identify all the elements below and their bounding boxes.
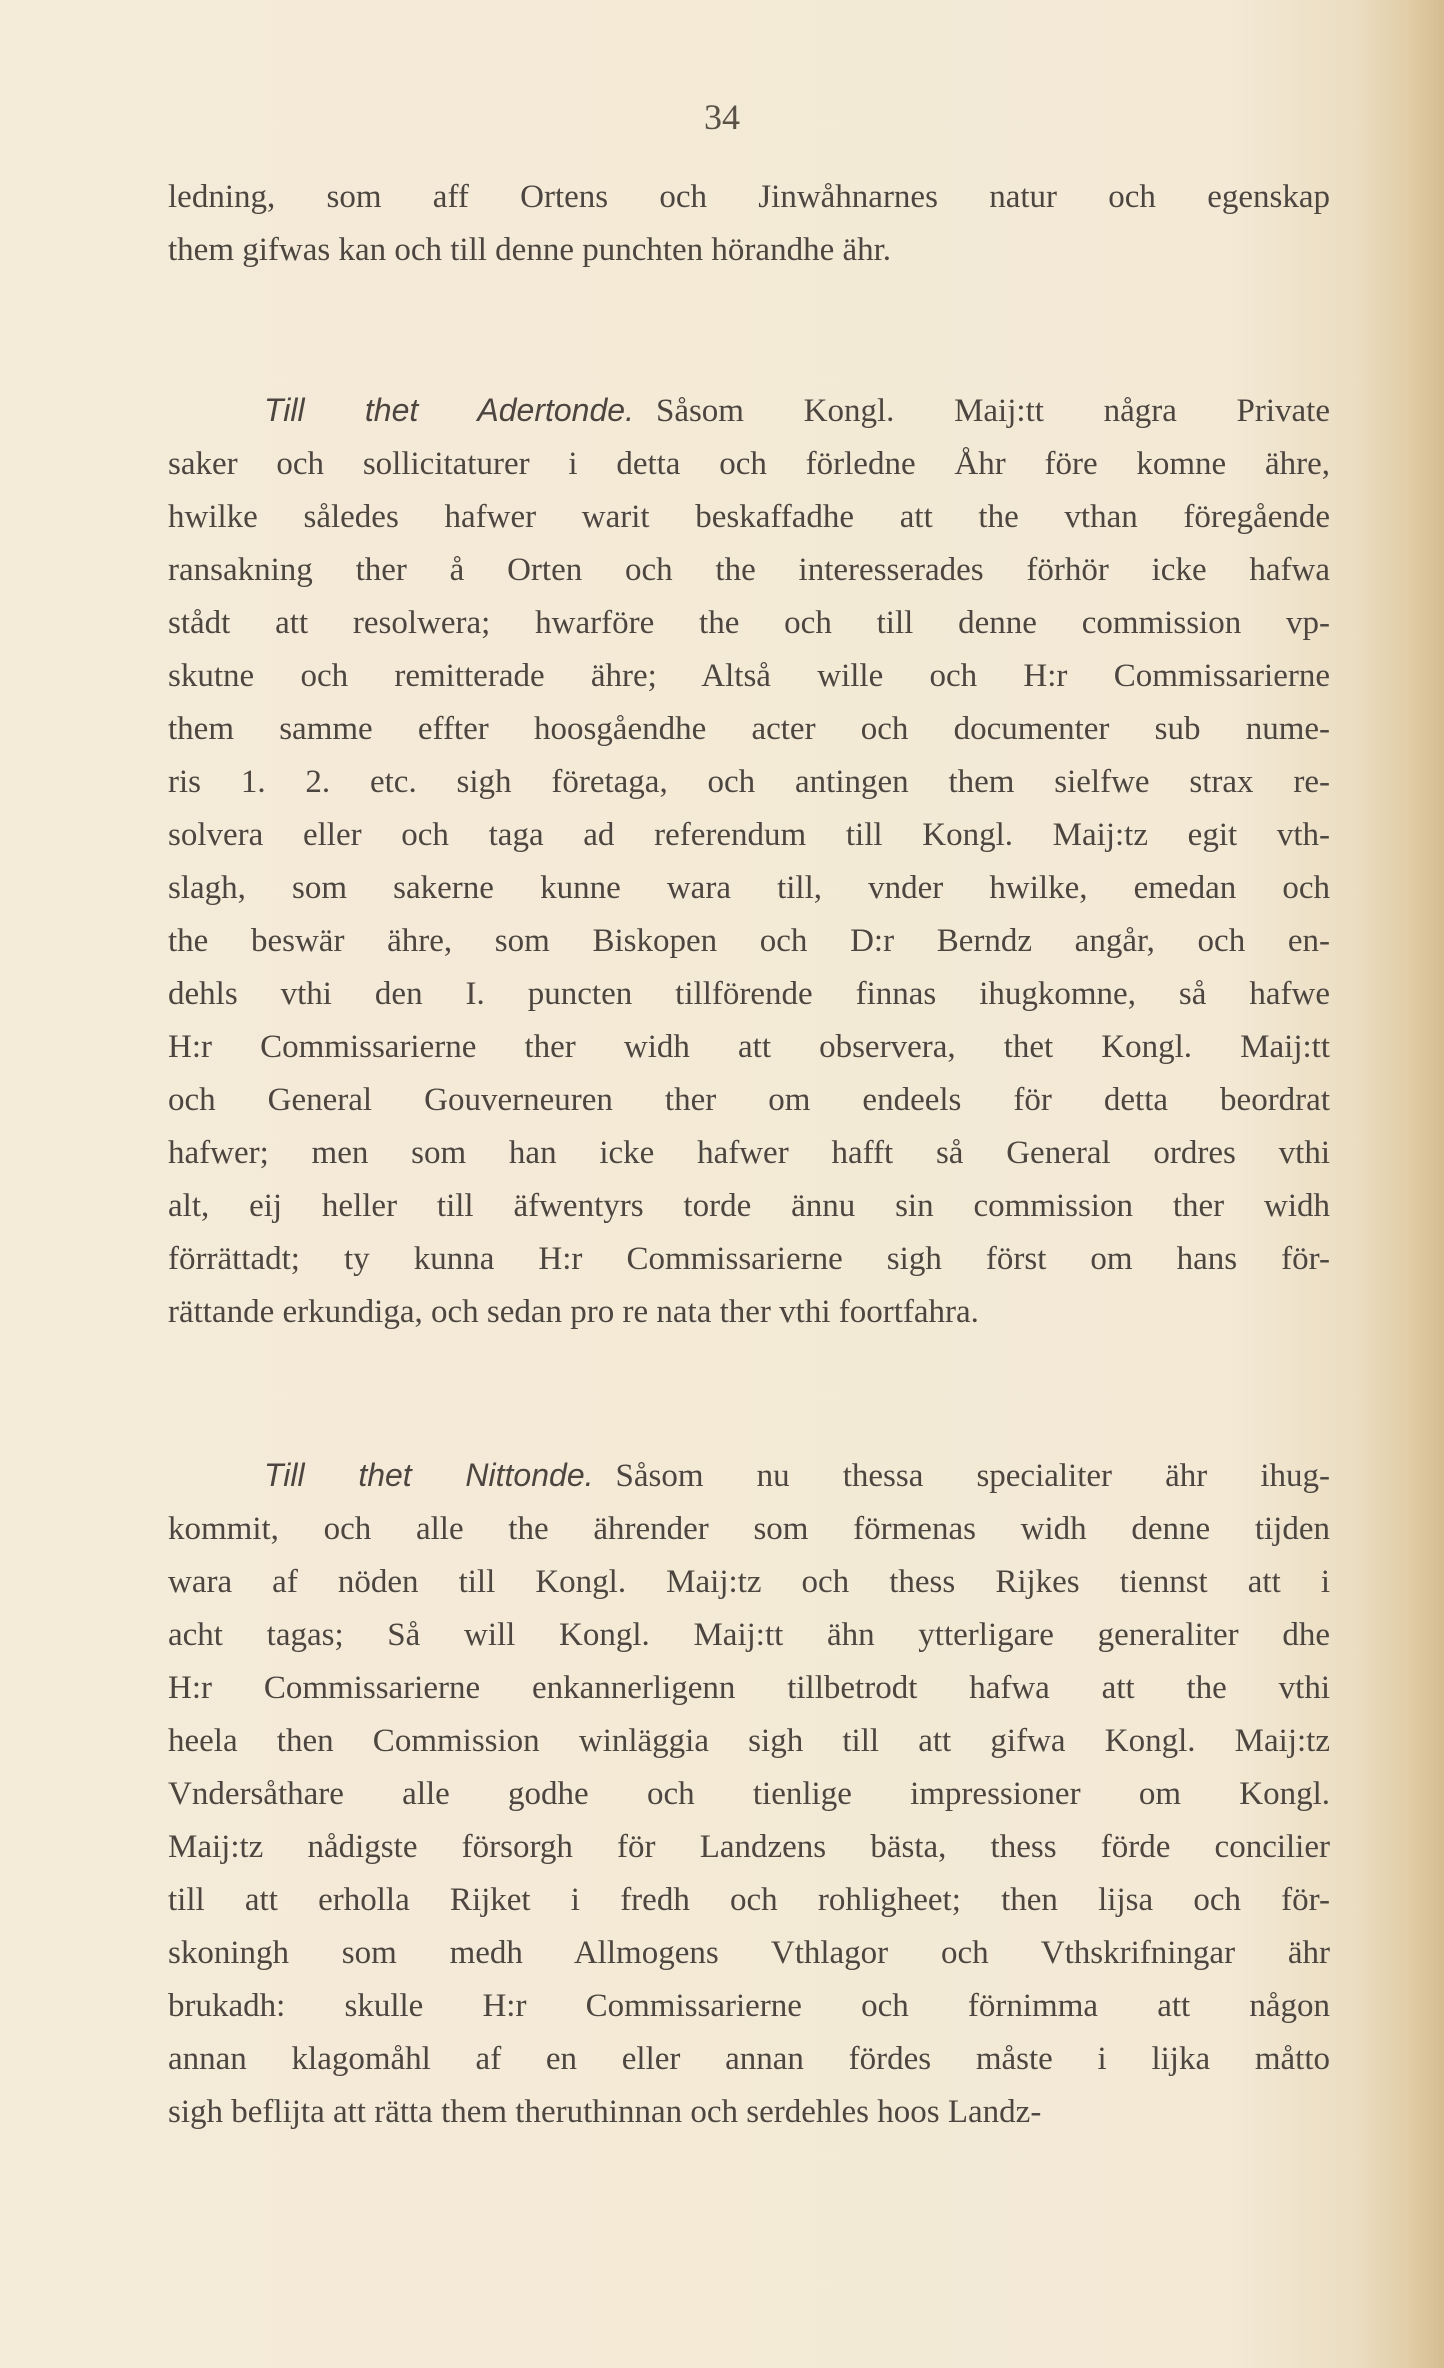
text-line [168,384,1330,438]
text-line: skutne och remitterade ähre; Altså wille och H:r Commissarierne [168,658,1330,694]
text-line: skoningh som medh Allmogens Vthlagor och Vthskrifningar ähr [168,1935,1330,1971]
text-line: Vndersåthare alle godhe och tienlige impressioner om Kongl. [168,1776,1330,1812]
text-line: H:r Commissarierne ther widh att observera, thet Kongl. Maij:tt [168,1029,1330,1065]
text-line: förrättadt; ty kunna H:r Commissarierne sigh först om hans för- [168,1241,1330,1277]
text-line-start: Såsom nu thessa specialiter ähr ihug- [615,1458,1331,1494]
article-heading: Till thet Nittonde. [264,1457,594,1493]
text-line: stådt att resolwera; hwarföre the och till denne commission vp- [168,605,1330,641]
text-line: kommit, och alle the ährender som förmenas widh denne tijden [168,1511,1330,1547]
text-line: ransakning ther å Orten och the interesserades förhör icke hafwa [168,552,1330,588]
text-line: saker och sollicitaturer i detta och förledne Åhr före komne ähre, [168,446,1330,482]
text-line: acht tagas; Så will Kongl. Maij:tt ähn ytterligare generaliter dhe [168,1617,1330,1653]
text-line: hafwer; men som han icke hafwer hafft så General ordres vthi [168,1135,1330,1171]
text-line [168,1449,1330,1503]
text-line: them samme effter hoosgåendhe acter och documenter sub nume- [168,711,1330,747]
text-line: them gifwas kan och till denne punchten hörandhe ähr. [168,232,892,268]
text-line: dehls vthi den I. puncten tillförende finnas ihugkomne, så hafwe [168,976,1330,1012]
paragraph-article-18 [168,384,1330,1339]
paragraph-article-19 [168,1449,1330,2139]
text-line: sigh beflijta att rätta them theruthinnan och serdehles hoos Landz- [168,2094,1042,2130]
page-number: 34 [704,97,740,137]
text-line-start: Såsom Kongl. Maij:tt några Private [655,393,1330,429]
text-line: rättande erkundiga, och sedan pro re nata ther vthi foortfahra. [168,1294,979,1330]
page-edge-stain [1354,0,1444,2368]
text-line: till att erholla Rijket i fredh och rohligheet; then lijsa och för- [168,1882,1330,1918]
text-line: ris 1. 2. etc. sigh företaga, och antingen them sielfwe strax re- [168,764,1330,800]
text-line: Maij:tz nådigste försorgh för Landzens bästa, thess förde concilier [168,1829,1330,1865]
text-line: solvera eller och taga ad referendum till Kongl. Maij:tz egit vth- [168,817,1330,853]
text-line: heela then Commission winläggia sigh till att gifwa Kongl. Maij:tz [168,1723,1330,1759]
text-line: annan klagomåhl af en eller annan fördes måste i lijka måtto [168,2041,1330,2077]
text-line: the beswär ähre, som Biskopen och D:r Berndz angår, och en- [168,923,1330,959]
text-line: wara af nöden till Kongl. Maij:tz och thess Rijkes tiennst att i [168,1564,1330,1600]
text-line: hwilke således hafwer warit beskaffadhe att the vthan föregående [168,499,1330,535]
paragraph-continued [168,171,1330,277]
text-line: H:r Commissarierne enkannerligenn tillbetrodt hafwa att the vthi [168,1670,1330,1706]
text-line: alt, eij heller till äfwentyrs torde ännu sin commission ther widh [168,1188,1330,1224]
article-heading: Till thet Adertonde. [264,392,634,428]
text-line: ledning, som aff Ortens och Jinwåhnarnes natur och egenskap [168,179,1330,215]
text-line: och General Gouverneuren ther om endeels för detta beordrat [168,1082,1330,1118]
text-line: slagh, som sakerne kunne wara till, vnder hwilke, emedan och [168,870,1330,906]
text-line: brukadh: skulle H:r Commissarierne och förnimma att någon [168,1988,1330,2024]
